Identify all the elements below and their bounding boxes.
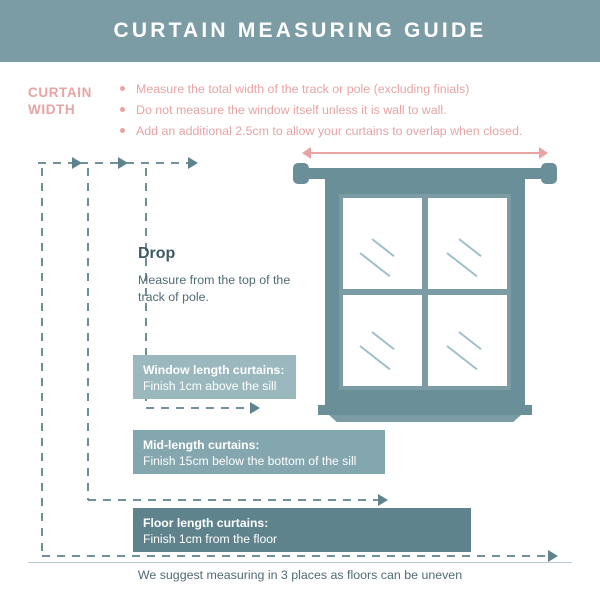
footer-note: We suggest measuring in 3 places as floors can be uneven	[137, 568, 463, 582]
callout-title: Window length curtains:	[143, 363, 285, 377]
window-sill-apron	[329, 415, 521, 422]
bullet-text: Measure the total width of the track or pole (excluding finials)	[136, 82, 470, 96]
drop-description: Measure from the top of the track of pole.	[138, 273, 291, 304]
window-mullion-horizontal	[339, 289, 511, 295]
curtain-width-label-line2: WIDTH	[28, 102, 76, 117]
callout-window-length	[133, 355, 296, 399]
bullet-text: Add an additional 2.5cm to allow your curtains to overlap when closed.	[136, 124, 523, 138]
footer-divider	[28, 562, 572, 563]
curtain-width-arrow-line	[310, 152, 540, 154]
callout-title: Mid-length curtains:	[143, 438, 260, 452]
drop-heading: Drop	[138, 245, 176, 262]
callout-title: Floor length curtains:	[143, 516, 269, 530]
curtain-width-arrow-right-icon	[539, 147, 548, 159]
curtain-width-arrow-left-icon	[302, 147, 311, 159]
callout-mid-length	[133, 430, 385, 474]
callout-subtitle: Finish 15cm below the bottom of the sill	[143, 454, 357, 468]
curtain-width-label-line1: CURTAIN	[28, 85, 92, 100]
callout-subtitle: Finish 1cm from the floor	[143, 532, 278, 546]
window-sill	[318, 405, 532, 415]
callout-floor-length	[133, 508, 471, 552]
callout-subtitle: Finish 1cm above the sill	[143, 379, 277, 393]
page-title: CURTAIN MEASURING GUIDE	[113, 19, 487, 42]
bullet-text: Do not measure the window itself unless it is wall to wall.	[136, 103, 447, 117]
